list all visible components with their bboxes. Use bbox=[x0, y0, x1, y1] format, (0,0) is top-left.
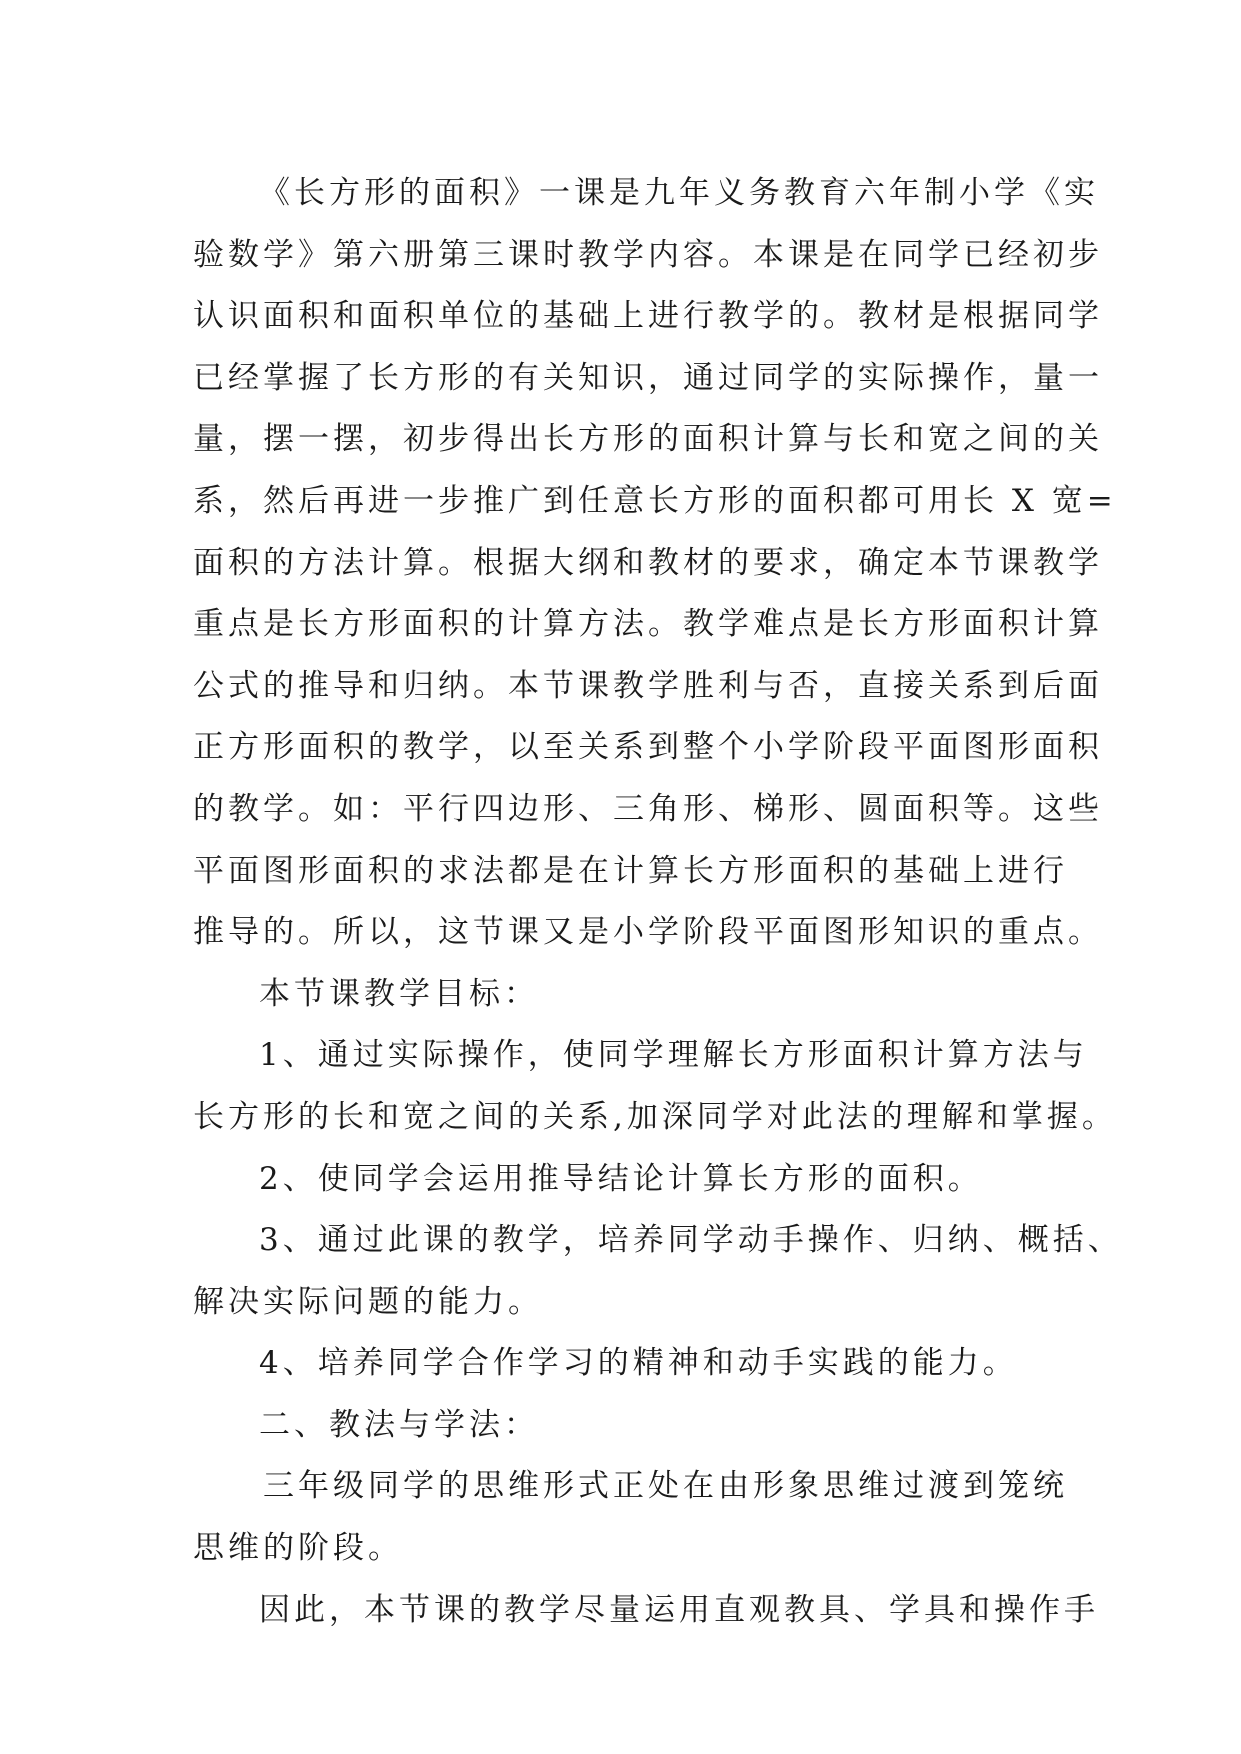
objective-item: 1、通过实际操作，使同学理解长方形面积计算方法与 bbox=[259, 1037, 1088, 1074]
document-body bbox=[193, 163, 1123, 1641]
text-line: 思维的阶段。 bbox=[193, 1530, 403, 1567]
text-line: 验数学》第六册第三课时教学内容。本课是在同学已经初步 bbox=[193, 236, 1103, 273]
text-line: 的教学。如：平行四边形、三角形、梯形、圆面积等。这些 bbox=[193, 790, 1103, 827]
text-line: 面积的方法计算。根据大纲和教材的要求，确定本节课教学 bbox=[193, 544, 1103, 581]
text-line: 正方形面积的教学，以至关系到整个小学阶段平面图形面积 bbox=[193, 729, 1103, 766]
text-line: 认识面积和面积单位的基础上进行教学的。教材是根据同学 bbox=[193, 298, 1103, 335]
section-heading: 二、教法与学法： bbox=[259, 1406, 539, 1443]
text-line: 量，摆一摆，初步得出长方形的面积计算与长和宽之间的关 bbox=[193, 421, 1103, 458]
text-line: 平面图形面积的求法都是在计算长方形面积的基础上进行 bbox=[193, 852, 1068, 889]
text-line: 已经掌握了长方形的有关知识，通过同学的实际操作，量一 bbox=[193, 359, 1103, 396]
text-line: 推导的。所以，这节课又是小学阶段平面图形知识的重点。 bbox=[193, 914, 1103, 951]
text-line: 《长方形的面积》一课是九年义务教育六年制小学《实 bbox=[259, 175, 1099, 211]
section-heading: 本节课教学目标： bbox=[259, 975, 539, 1012]
text-line: 长方形的长和宽之间的关系,加深同学对此法的理解和掌握。 bbox=[193, 1098, 1117, 1135]
text-line: 因此，本节课的教学尽量运用直观教具、学具和操作手 bbox=[259, 1591, 1099, 1628]
text-line: 重点是长方形面积的计算方法。教学难点是长方形面积计算 bbox=[193, 606, 1103, 643]
text-line: 三年级同学的思维形式正处在由形象思维过渡到笼统 bbox=[263, 1468, 1068, 1505]
text-line: 系，然后再进一步推广到任意长方形的面积都可用长 X 宽= bbox=[193, 482, 1117, 519]
text-line: 解决实际问题的能力。 bbox=[193, 1283, 543, 1320]
objective-item: 3、通过此课的教学，培养同学动手操作、归纳、概括、 bbox=[259, 1222, 1123, 1259]
text-line: 公式的推导和归纳。本节课教学胜利与否，直接关系到后面 bbox=[193, 667, 1103, 704]
objective-item: 4、培养同学合作学习的精神和动手实践的能力。 bbox=[259, 1345, 1018, 1382]
objective-item: 2、使同学会运用推导结论计算长方形的面积。 bbox=[259, 1160, 983, 1197]
